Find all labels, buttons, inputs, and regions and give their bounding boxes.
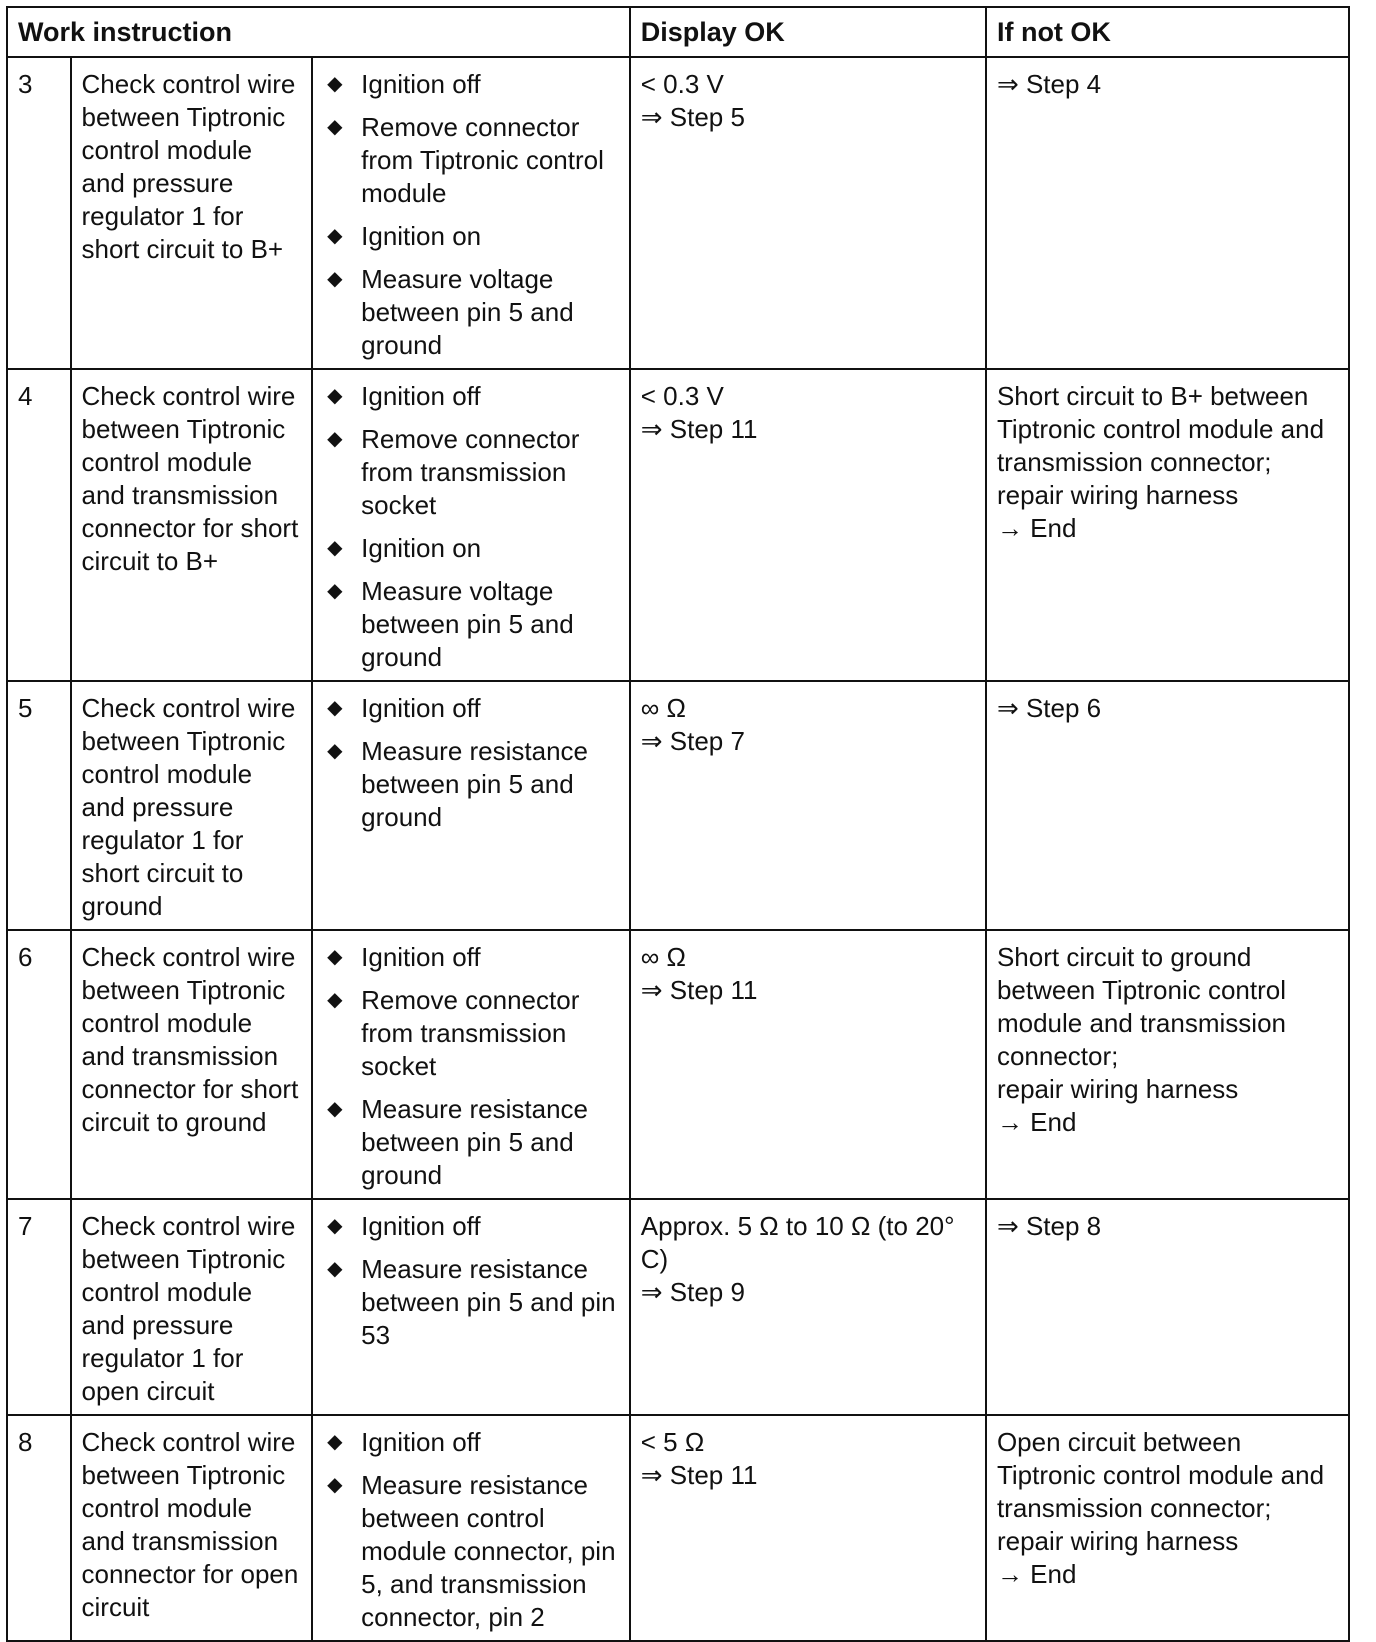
- table-body: [7, 57, 1349, 1641]
- if-not-ok-cell: [986, 1199, 1349, 1415]
- step-number-text: 4: [18, 381, 33, 411]
- bullet-diamond-icon: ◆: [327, 385, 343, 407]
- if-not-ok-text: → End: [996, 1107, 1077, 1137]
- bullet-diamond-icon: ◆: [327, 580, 343, 602]
- table-row: [7, 369, 1349, 681]
- table-row: [7, 681, 1349, 930]
- table-row: [7, 57, 1349, 369]
- header-work-instruction: Work instruction: [7, 7, 630, 57]
- step-number: [7, 369, 71, 681]
- bullet-diamond-icon: ◆: [327, 268, 343, 290]
- table-row: [7, 1415, 1349, 1641]
- action-text: Measure voltage between pin 5 and ground: [361, 576, 574, 672]
- check-description-text: Check control wire between Tiptronic control module and transmission connector for open circuit: [81, 1427, 299, 1622]
- display-ok-value: < 0.3 V: [640, 69, 724, 99]
- action-item: [323, 263, 619, 362]
- bullet-diamond-icon: ◆: [327, 989, 343, 1011]
- action-text: Ignition off: [361, 942, 481, 972]
- step-number-text: 5: [18, 693, 33, 723]
- check-description: [71, 1199, 313, 1415]
- if-not-ok-text: repair wiring harness: [996, 1526, 1239, 1556]
- bullet-diamond-icon: ◆: [327, 1431, 343, 1453]
- step-number: [7, 57, 71, 369]
- table-header-row: [7, 7, 1349, 57]
- bullet-diamond-icon: ◆: [327, 1474, 343, 1496]
- display-ok-cell: [630, 57, 986, 369]
- display-ok-cell: [630, 1415, 986, 1641]
- action-list: [323, 941, 619, 1192]
- step-number: [7, 1199, 71, 1415]
- bullet-diamond-icon: ◆: [327, 740, 343, 762]
- display-ok-cell: [630, 930, 986, 1199]
- work-actions: [312, 930, 630, 1199]
- action-item: [323, 1253, 619, 1352]
- step-number-text: 8: [18, 1427, 33, 1457]
- if-not-ok-cell: [986, 681, 1349, 930]
- step-number: [7, 681, 71, 930]
- display-ok-next-step: ⇒ Step 11: [640, 1460, 758, 1490]
- work-actions: [312, 681, 630, 930]
- check-description: [71, 681, 313, 930]
- if-not-ok-text: ⇒ Step 6: [996, 693, 1102, 723]
- if-not-ok-cell: [986, 369, 1349, 681]
- action-item: [323, 1210, 619, 1243]
- action-item: [323, 220, 619, 253]
- action-text: Ignition off: [361, 1427, 481, 1457]
- work-actions: [312, 57, 630, 369]
- bullet-diamond-icon: ◆: [327, 116, 343, 138]
- bullet-diamond-icon: ◆: [327, 537, 343, 559]
- display-ok-next-step: ⇒ Step 7: [640, 726, 745, 756]
- step-number-text: 6: [18, 942, 33, 972]
- check-description: [71, 57, 313, 369]
- action-item: [323, 941, 619, 974]
- display-ok-cell: [630, 681, 986, 930]
- action-item: [323, 575, 619, 674]
- if-not-ok-text: repair wiring harness: [996, 480, 1239, 510]
- work-actions: [312, 369, 630, 681]
- action-item: [323, 692, 619, 725]
- action-item: [323, 1426, 619, 1459]
- if-not-ok-cell: [986, 930, 1349, 1199]
- header-display-ok: Display OK: [630, 7, 986, 57]
- bullet-diamond-icon: ◆: [327, 1215, 343, 1237]
- step-number-text: 3: [18, 69, 33, 99]
- bullet-diamond-icon: ◆: [327, 73, 343, 95]
- bullet-diamond-icon: ◆: [327, 1098, 343, 1120]
- action-item: [323, 111, 619, 210]
- action-text: Ignition on: [361, 221, 482, 251]
- action-list: [323, 1426, 619, 1634]
- display-ok-next-step: ⇒ Step 11: [640, 414, 758, 444]
- action-item: [323, 68, 619, 101]
- check-description: [71, 369, 313, 681]
- action-item: [323, 1469, 619, 1634]
- action-text: Remove connector from transmission socket: [361, 985, 580, 1081]
- bullet-diamond-icon: ◆: [327, 697, 343, 719]
- action-text: Ignition off: [361, 693, 481, 723]
- action-item: [323, 735, 619, 834]
- check-description: [71, 1415, 313, 1641]
- check-description-text: Check control wire between Tiptronic control module and pressure regulator 1 for open circuit: [81, 1211, 296, 1406]
- check-description: [71, 930, 313, 1199]
- display-ok-next-step: ⇒ Step 5: [640, 102, 745, 132]
- action-text: Remove connector from transmission socket: [361, 424, 580, 520]
- step-number: [7, 1415, 71, 1641]
- action-list: [323, 68, 619, 362]
- if-not-ok-text: → End: [996, 513, 1077, 543]
- action-text: Measure resistance between pin 5 and pin 53: [361, 1254, 616, 1350]
- if-not-ok-text: Short circuit to B+ between Tiptronic control module and transmission connector;: [996, 381, 1325, 477]
- action-item: [323, 380, 619, 413]
- bullet-diamond-icon: ◆: [327, 225, 343, 247]
- work-actions: [312, 1199, 630, 1415]
- action-list: [323, 1210, 619, 1352]
- if-not-ok-text: repair wiring harness: [996, 1074, 1239, 1104]
- bullet-diamond-icon: ◆: [327, 428, 343, 450]
- if-not-ok-text: ⇒ Step 4: [996, 69, 1102, 99]
- action-text: Ignition off: [361, 69, 481, 99]
- step-number: [7, 930, 71, 1199]
- if-not-ok-text: Open circuit between Tiptronic control module and transmission connector;: [996, 1427, 1325, 1523]
- display-ok-value: Approx. 5 Ω to 10 Ω (to 20° C): [640, 1211, 955, 1274]
- action-text: Measure resistance between pin 5 and ground: [361, 1094, 589, 1190]
- display-ok-cell: [630, 369, 986, 681]
- if-not-ok-cell: [986, 57, 1349, 369]
- document-page: [6, 6, 1350, 1642]
- action-text: Ignition off: [361, 1211, 481, 1241]
- action-text: Remove connector from Tiptronic control module: [361, 112, 604, 208]
- action-text: Measure voltage between pin 5 and ground: [361, 264, 574, 360]
- action-item: [323, 984, 619, 1083]
- display-ok-value: < 0.3 V: [640, 381, 724, 411]
- action-item: [323, 423, 619, 522]
- if-not-ok-cell: [986, 1415, 1349, 1641]
- action-text: Ignition on: [361, 533, 482, 563]
- display-ok-cell: [630, 1199, 986, 1415]
- if-not-ok-text: Short circuit to ground between Tiptronic control module and transmission connector;: [996, 942, 1286, 1071]
- table-row: [7, 930, 1349, 1199]
- bullet-diamond-icon: ◆: [327, 946, 343, 968]
- display-ok-next-step: ⇒ Step 9: [640, 1277, 745, 1307]
- header-if-not-ok: If not OK: [986, 7, 1349, 57]
- action-text: Ignition off: [361, 381, 481, 411]
- action-item: [323, 532, 619, 565]
- bullet-diamond-icon: ◆: [327, 1258, 343, 1280]
- table-row: [7, 1199, 1349, 1415]
- action-list: [323, 692, 619, 834]
- if-not-ok-text: ⇒ Step 8: [996, 1211, 1102, 1241]
- work-actions: [312, 1415, 630, 1641]
- check-description-text: Check control wire between Tiptronic control module and transmission connector for short circuit to ground: [81, 942, 299, 1137]
- action-list: [323, 380, 619, 674]
- check-description-text: Check control wire between Tiptronic control module and transmission connector for short circuit to B+: [81, 381, 299, 576]
- check-description-text: Check control wire between Tiptronic control module and pressure regulator 1 for short circuit to B+: [81, 69, 296, 264]
- action-text: Measure resistance between pin 5 and ground: [361, 736, 589, 832]
- action-text: Measure resistance between control module connector, pin 5, and transmission connector, pin 2: [361, 1470, 616, 1632]
- work-instruction-table: [6, 6, 1350, 1642]
- display-ok-value: ∞ Ω: [640, 942, 686, 972]
- display-ok-value: < 5 Ω: [640, 1427, 705, 1457]
- action-item: [323, 1093, 619, 1192]
- check-description-text: Check control wire between Tiptronic control module and pressure regulator 1 for short circuit to ground: [81, 693, 296, 921]
- if-not-ok-text: → End: [996, 1559, 1077, 1589]
- step-number-text: 7: [18, 1211, 33, 1241]
- display-ok-value: ∞ Ω: [640, 693, 686, 723]
- display-ok-next-step: ⇒ Step 11: [640, 975, 758, 1005]
